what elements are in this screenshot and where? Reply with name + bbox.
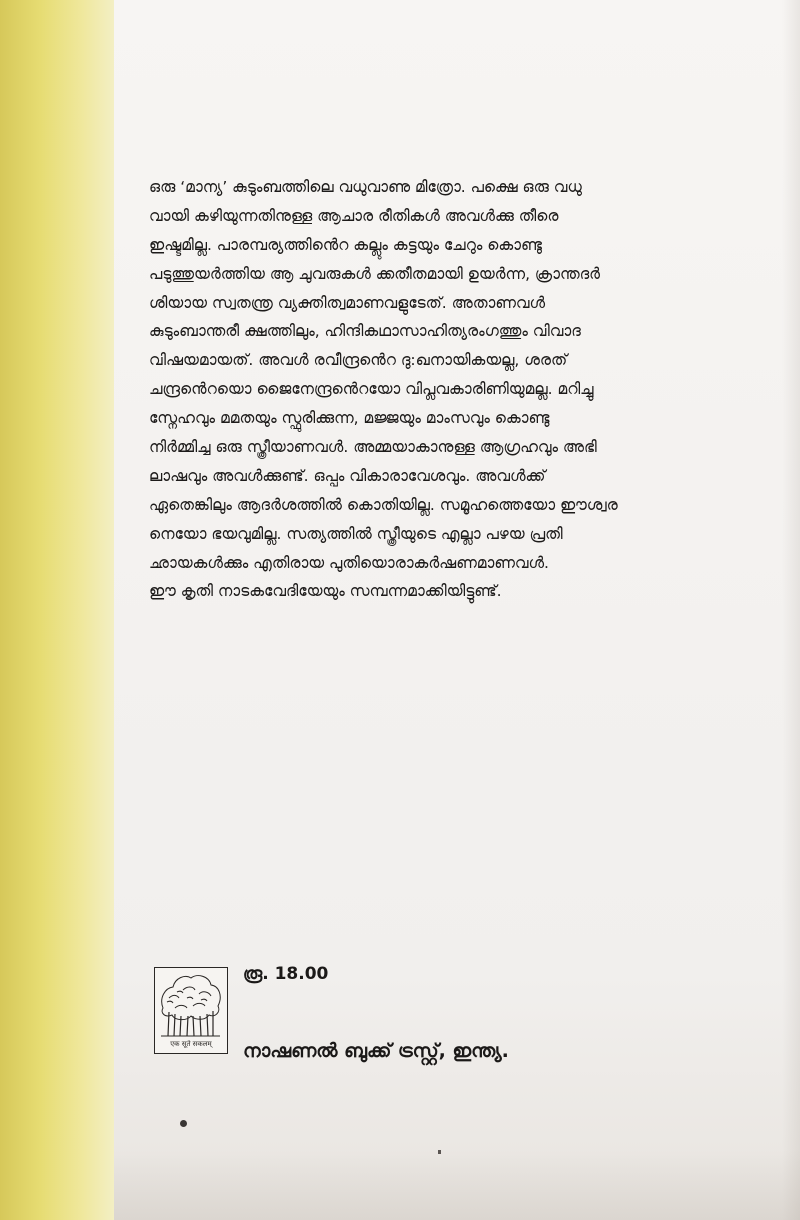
- yellow-spine-strip: [0, 0, 115, 1220]
- blurb-line: സ്നേഹവും മമതയും സ്ഫുരിക്കുന്ന, മജ്ജയും മാംസവും കൊണ്ടു: [149, 409, 550, 428]
- blurb-line: നിർമ്മിച്ച ഒരു സ്ത്രീയാണവൾ. അമ്മയാകാനുള്ള ആഗ്രഹവും അഭി: [149, 438, 597, 457]
- blurb-line: ഇഷ്ടമില്ല. പാരമ്പര്യത്തിൻെറ കല്ലും കട്ടയും ചേറും കൊണ്ടു: [149, 235, 542, 254]
- price-label: രൂ. 18.00: [243, 964, 329, 984]
- blurb-line: നെയോ ഭയവുമില്ല. സത്യത്തിൽ സ്ത്രീയുടെ എല്ലാ പഴയ പ്രതി: [149, 524, 563, 543]
- blurb-line: വിഷയമായത്. അവൾ രവീന്ദ്രൻെറ ദു:ഖനായികയല്ല, ശരത്: [149, 351, 568, 370]
- blurb-line: കുടുംബാന്തരീ ക്ഷത്തിലും, ഹിന്ദികഥാസാഹിത്യരംഗത്തും വിവാദ: [149, 322, 581, 341]
- blurb-line: ലാഷവും അവൾക്കുണ്ട്. ഒപ്പം വികാരാവേശവും. അവൾക്ക്: [149, 466, 546, 485]
- print-speck: [180, 1120, 187, 1127]
- blurb-line: ഒരു ‘മാന്യ’ കുടുംബത്തിലെ വധുവാണു മിത്രോ. പക്ഷെ ഒരു വധു: [149, 178, 582, 196]
- blurb-line: ഏതെങ്കിലും ആദർശത്തിൽ കൊതിയില്ല. സമൂഹത്തെയോ ഈശ്വര: [149, 495, 618, 514]
- print-speck: [438, 1150, 441, 1154]
- blurb-line: ഛായകൾക്കും എതിരായ പുതിയൊരാകർഷണമാണവൾ.: [149, 553, 549, 572]
- publisher-logo: [154, 967, 228, 1054]
- blurb-line: പടുത്തുയർത്തിയ ആ ചുവരുകൾ ക്കതീതമായി ഉയർന്ന, ക്രാന്തദർ: [149, 264, 601, 283]
- blurb-line: ചന്ദ്രൻെറയൊ ജൈനേന്ദ്രൻെറയോ വിപ്ലവകാരിണിയുമല്ല. മറിച്ചു: [149, 380, 594, 399]
- blurb-line: ശിയായ സ്വതന്ത്ര വ്യക്തിത്വമാണവളുടേത്. അതാണവൾ: [149, 293, 546, 312]
- logo-caption: एक सूते सकलम्: [170, 1040, 212, 1048]
- blurb-line: ഈ കൃതി നാടകവേദിയേയും സമ്പന്നമാക്കിയിട്ടുണ്ട്.: [149, 582, 502, 601]
- blurb-line: വായി കഴിയുന്നതിനുള്ള ആചാര രീതികൾ അവൾക്കു തീരെ: [149, 206, 559, 225]
- publisher-name: നാഷണൽ ബുക്ക് ട്രസ്റ്റ്, ഇന്ത്യ.: [243, 1040, 509, 1062]
- cover-bottom-wear: [114, 1150, 800, 1220]
- cover-edge-shadow: [782, 0, 800, 1220]
- book-blurb: [149, 173, 769, 606]
